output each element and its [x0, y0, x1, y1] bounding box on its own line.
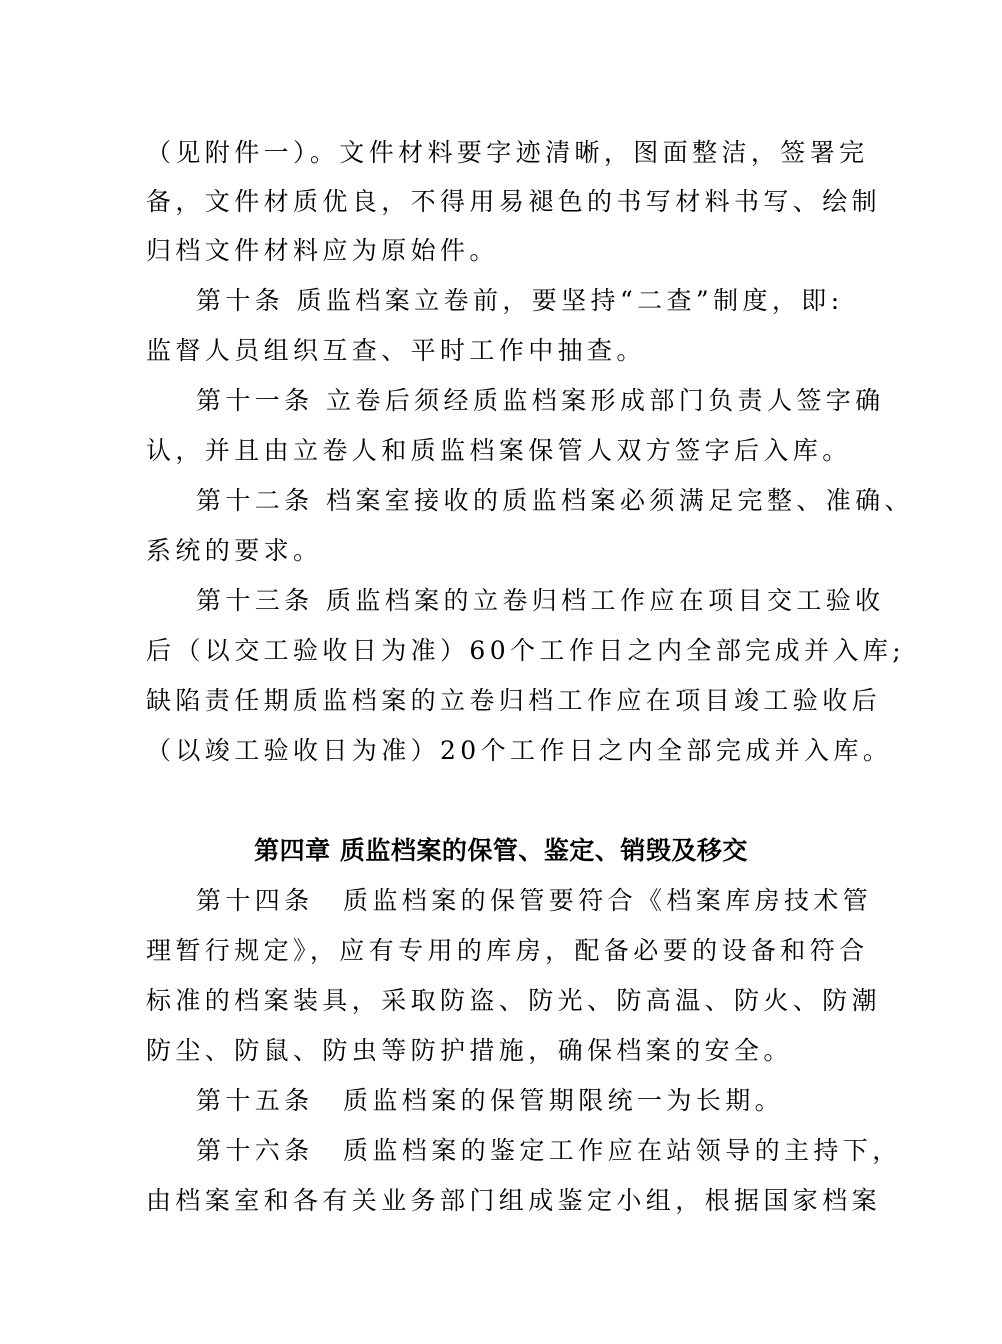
article-11-line: 第十一条 立卷后须经质监档案形成部门负责人签字确 [196, 386, 885, 415]
article-16-line: 第十六条 质监档案的鉴定工作应在站领导的主持下， [196, 1136, 902, 1165]
article-13-line: 第十三条 质监档案的立卷归档工作应在项目交工验收 [196, 586, 885, 615]
chapter-heading: 第四章 质监档案的保管、鉴定、销毁及移交 [254, 836, 748, 865]
article-10-line: 第十条 质监档案立卷前，要坚持“二查”制度，即: [196, 286, 844, 315]
text-line: 由档案室和各有关业务部门组成鉴定小组，根据国家档案 [146, 1186, 882, 1215]
text-line: 系统的要求。 [146, 536, 323, 565]
article-12-line: 第十二条 档案室接收的质监档案必须满足完整、准确、 [196, 486, 914, 515]
article-14-line: 第十四条 质监档案的保管要符合《档案库房技术管 [196, 886, 873, 915]
article-15-line: 第十五条 质监档案的保管期限统一为长期。 [196, 1086, 785, 1115]
text-line: 防尘、防鼠、防虫等防护措施，确保档案的安全。 [146, 1036, 793, 1065]
text-line: 监督人员组织互查、平时工作中抽查。 [146, 336, 646, 365]
text-line: （见附件一）。文件材料要字迹清晰，图面整洁，签署完 [146, 138, 869, 167]
text-line: 归档文件材料应为原始件。 [146, 236, 499, 265]
text-line: 缺陷责任期质监档案的立卷归档工作应在项目竣工验收后 [146, 686, 882, 715]
text-line: 标准的档案装具，采取防盗、防光、防高温、防火、防潮 [146, 986, 882, 1015]
text-line: 理暂行规定》，应有专用的库房，配备必要的设备和符合 [146, 936, 869, 965]
text-line: 后（以交工验收日为准）60个工作日之内全部完成并入库; [146, 636, 906, 665]
text-line: 备，文件材质优良，不得用易褪色的书写材料书写、绘制 [146, 187, 882, 216]
text-line: （以竣工验收日为准）20个工作日之内全部完成并入库。 [146, 736, 893, 765]
text-line: 认，并且由立卷人和质监档案保管人双方签字后入库。 [146, 436, 852, 465]
